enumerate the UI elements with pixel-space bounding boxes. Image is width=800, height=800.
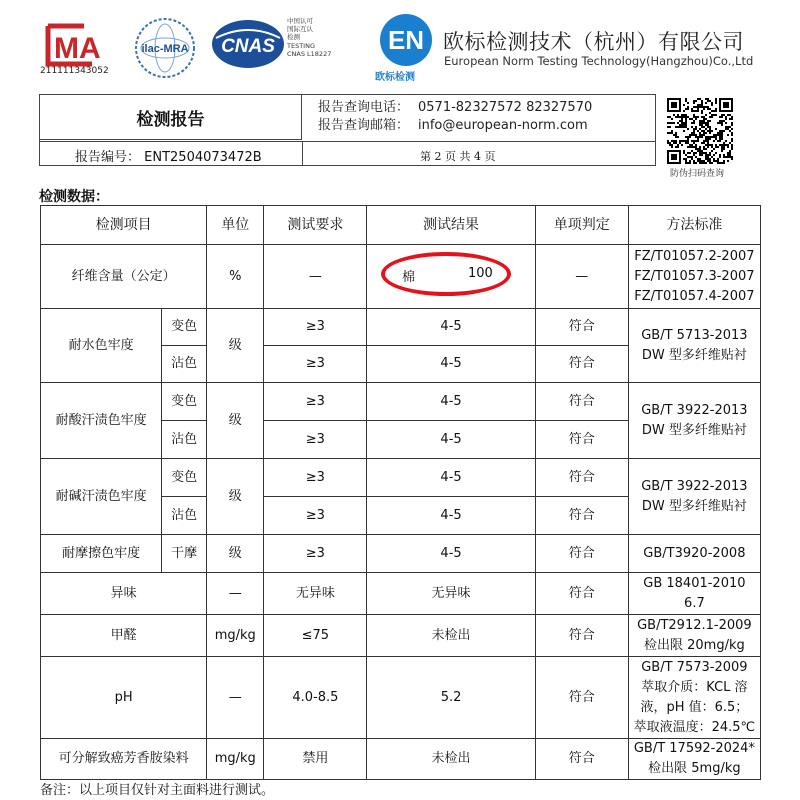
standard-line: GB/T 7573-2009 <box>641 659 748 675</box>
item-cell: pH <box>41 657 207 739</box>
requirement-cell: ≥3 <box>264 421 367 459</box>
judgement-cell: 符合 <box>535 346 628 383</box>
requirement-cell: ≥3 <box>264 309 367 346</box>
standard-cell <box>628 739 760 780</box>
standard-line: 检出限 5mg/kg <box>648 761 741 776</box>
table-header: 方法标准 <box>628 206 760 245</box>
standard-cell <box>628 459 760 535</box>
unit-cell: 级 <box>207 459 264 535</box>
highlight-oval <box>381 252 511 296</box>
standard-line: DW 型多纤维贴衬 <box>641 347 747 363</box>
result-cell: 4-5 <box>367 309 535 346</box>
cnas-line: 检测 <box>287 33 300 42</box>
footnote: 备注：以上项目仅针对主面料进行测试。 <box>40 783 275 798</box>
cma-number: 211111343052 <box>40 66 109 76</box>
result-cell: 4-5 <box>367 346 535 383</box>
report-number-label: 报告编号： <box>75 150 141 165</box>
unit-cell: mg/kg <box>207 739 264 780</box>
unit-cell: — <box>207 657 264 739</box>
cma-label: MA <box>54 32 101 65</box>
table-row <box>41 657 761 739</box>
standard-line: FZ/T01057.4-2007 <box>634 288 755 304</box>
fiber-result-value: 100 <box>468 266 493 281</box>
unit-cell: % <box>207 245 264 309</box>
cnas-accreditation-text <box>287 17 331 58</box>
standard-line: 萃取液温度：24.5℃ <box>633 719 756 735</box>
judgement-cell: 符合 <box>535 739 628 780</box>
result-cell: 未检出 <box>367 739 535 780</box>
unit-cell: — <box>207 573 264 615</box>
company-name-cn: 欧标检测技术（杭州）有限公司 <box>443 30 744 54</box>
table-row <box>41 309 761 346</box>
item-cell: 纤维含量（公定） <box>41 245 207 309</box>
standard-cell <box>628 309 760 383</box>
standard-cell <box>628 657 760 739</box>
sub-item-cell: 沾色 <box>162 421 207 459</box>
result-cell: 4-5 <box>367 459 535 497</box>
standard-cell: GB/T3920-2008 <box>628 535 760 573</box>
test-data-table <box>40 205 761 780</box>
en-logo-label: EN <box>387 25 425 55</box>
requirement-cell: ≥3 <box>264 459 367 497</box>
report-contact <box>318 99 592 135</box>
table-row <box>41 535 761 573</box>
judgement-cell: 符合 <box>535 459 628 497</box>
standard-line: GB/T2912.1-2009 <box>637 617 752 633</box>
report-title: 检测报告 <box>40 95 302 140</box>
standard-line: 液，pH 值：6.5； <box>640 699 749 715</box>
standard-line: DW 型多纤维贴衬 <box>641 498 747 514</box>
standard-line: FZ/T01057.3-2007 <box>634 268 755 284</box>
fiber-result-name: 棉 <box>402 270 416 285</box>
unit-cell: mg/kg <box>207 615 264 657</box>
cnas-logo <box>210 18 286 70</box>
cnas-line: CNAS L18227 <box>287 49 332 58</box>
judgement-cell: 符合 <box>535 615 628 657</box>
result-cell: 5.2 <box>367 657 535 739</box>
requirement-cell: ≥3 <box>264 383 367 421</box>
cnas-line: 中国认可 <box>287 17 313 25</box>
standard-cell <box>628 573 760 615</box>
item-cell: 耐碱汗渍色牢度 <box>41 459 162 535</box>
table-row <box>41 383 761 421</box>
standard-line: 检出限 20mg/kg <box>644 637 745 653</box>
item-cell: 甲醛 <box>41 615 207 657</box>
standard-line: DW 型多纤维贴衬 <box>641 422 747 438</box>
sub-item-cell: 变色 <box>162 309 207 346</box>
sub-item-cell: 变色 <box>162 383 207 421</box>
phone-label: 报告查询电话： <box>318 100 410 115</box>
requirement-cell: — <box>264 245 367 309</box>
table-row <box>41 739 761 780</box>
table-header: 检测项目 <box>41 206 207 245</box>
unit-cell: 级 <box>207 535 264 573</box>
report-number-value: ENT2504073472B <box>144 150 262 165</box>
judgement-cell: — <box>535 245 628 309</box>
result-cell: 4-5 <box>367 421 535 459</box>
standard-line: GB/T 3922-2013 <box>641 478 748 494</box>
unit-cell: 级 <box>207 309 264 383</box>
judgement-cell: 符合 <box>535 309 628 346</box>
cnas-line: 国际互认 <box>287 25 313 34</box>
en-company-logo <box>378 12 434 68</box>
sub-item-cell: 沾色 <box>162 497 207 535</box>
table-header: 单项判定 <box>535 206 628 245</box>
en-logo-subtitle: 欧标检测 <box>375 72 415 83</box>
item-cell: 耐酸汗渍色牢度 <box>41 383 162 459</box>
email-label: 报告查询邮箱： <box>318 118 410 133</box>
standard-line: 6.7 <box>684 595 705 611</box>
table-row <box>41 573 761 615</box>
judgement-cell: 符合 <box>535 421 628 459</box>
table-header: 测试要求 <box>264 206 367 245</box>
result-cell: 无异味 <box>367 573 535 615</box>
phone-value: 0571-82327572 82327570 <box>418 100 593 115</box>
judgement-cell: 符合 <box>535 535 628 573</box>
unit-cell: 级 <box>207 383 264 459</box>
judgement-cell: 符合 <box>535 383 628 421</box>
standard-line: FZ/T01057.2-2007 <box>634 248 755 264</box>
requirement-cell: 无异味 <box>264 573 367 615</box>
cnas-line: TESTING <box>287 41 315 50</box>
standard-line: GB/T 17592-2024* <box>633 741 755 756</box>
standard-cell <box>628 383 760 459</box>
result-cell: 4-5 <box>367 535 535 573</box>
table-header: 单位 <box>207 206 264 245</box>
sub-item-cell: 干摩 <box>162 535 207 573</box>
item-cell: 耐水色牢度 <box>41 309 162 383</box>
judgement-cell: 符合 <box>535 657 628 739</box>
requirement-cell: 禁用 <box>264 739 367 780</box>
section-title: 检测数据： <box>39 189 109 205</box>
standard-line: GB/T 3922-2013 <box>641 402 748 418</box>
qr-code <box>667 98 733 164</box>
qr-caption: 防伪扫码查询 <box>670 169 725 179</box>
table-row <box>41 459 761 497</box>
standard-line: GB/T 5713-2013 <box>641 327 748 343</box>
standard-line: 萃取介质：KCL 溶 <box>641 679 748 695</box>
page-indicator: 第 2 页 共 4 页 <box>420 150 496 163</box>
report-number <box>75 146 262 165</box>
table-header: 测试结果 <box>367 206 535 245</box>
table-header-row <box>41 206 761 245</box>
ilac-label: ilac-MRA <box>141 43 189 55</box>
company-name-en: European Norm Testing Technology(Hangzhou)Co.,Ltd <box>444 54 754 68</box>
sub-item-cell: 变色 <box>162 459 207 497</box>
standard-cell <box>628 615 760 657</box>
standard-line: GB 18401-2010 <box>643 575 746 591</box>
item-cell: 异味 <box>41 573 207 615</box>
divider <box>302 141 303 165</box>
result-cell: 未检出 <box>367 615 535 657</box>
cnas-label: CNAS <box>221 36 275 57</box>
table-row <box>41 615 761 657</box>
standard-cell <box>628 245 760 309</box>
result-cell: 4-5 <box>367 497 535 535</box>
item-cell: 可分解致癌芳香胺染料 <box>41 739 207 780</box>
requirement-cell: ≥3 <box>264 346 367 383</box>
result-cell: 4-5 <box>367 383 535 421</box>
judgement-cell: 符合 <box>535 497 628 535</box>
sub-item-cell: 沾色 <box>162 346 207 383</box>
email-value: info@european-norm.com <box>418 118 588 133</box>
judgement-cell: 符合 <box>535 573 628 615</box>
requirement-cell: ≥3 <box>264 535 367 573</box>
requirement-cell: ≥3 <box>264 497 367 535</box>
requirement-cell: 4.0-8.5 <box>264 657 367 739</box>
item-cell: 耐摩擦色牢度 <box>41 535 162 573</box>
ilac-mra-logo <box>133 16 197 80</box>
requirement-cell: ≤75 <box>264 615 367 657</box>
